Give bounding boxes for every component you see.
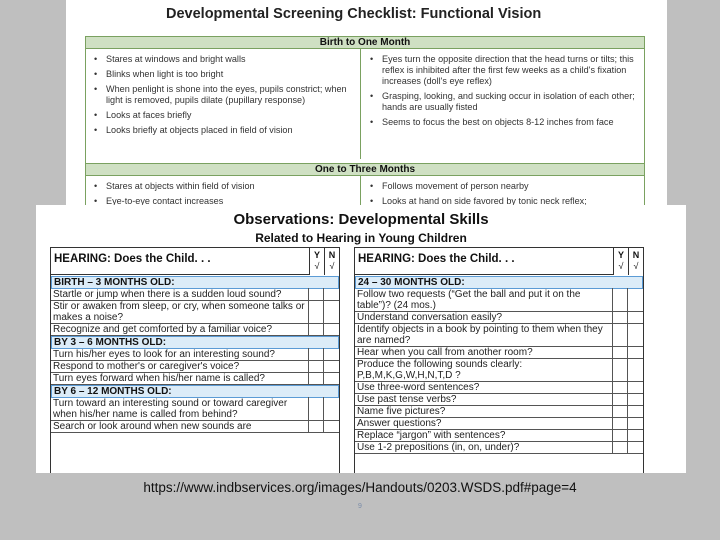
observations-document [36, 205, 686, 473]
yes-checkbox-cell[interactable] [308, 372, 323, 385]
no-checkbox-cell[interactable] [627, 441, 642, 454]
question-row [51, 301, 339, 324]
vision-right-list-2 [364, 181, 639, 205]
hearing-panel-right [354, 247, 644, 473]
question-row [51, 421, 339, 433]
source-url: https://www.indbservices.org/images/Handouts/0203.WSDS.pdf#page=4 [143, 480, 577, 495]
question-text: Stir or awaken from sleep, or cry, when someone talks or makes a noise? [53, 301, 305, 323]
question-row [355, 418, 643, 430]
question-text: Turn toward an interesting sound or toward caregiver when his/her name is called from behind? [53, 398, 288, 420]
list-item: • Looks at faces briefly [88, 110, 363, 121]
page-number: 9 [358, 503, 362, 510]
question-row [355, 324, 643, 347]
check-mark: √ [633, 261, 639, 271]
no-checkbox-cell[interactable] [323, 397, 338, 421]
question-text: Answer questions? [357, 418, 442, 429]
question-text: Turn his/her eyes to look for an interesting sound? [53, 349, 275, 360]
list-item: • Seems to focus the best on objects 8-12 inches from face [364, 117, 639, 128]
question-text: Respond to mother's or caregiver's voice? [53, 361, 240, 372]
yes-label: Y [313, 250, 320, 260]
question-row [355, 430, 643, 442]
question-text: Search or look around when new sounds are [53, 421, 252, 432]
question-text: Replace “jargon” with sentences? [357, 430, 506, 441]
panel-question: HEARING: Does the Child. . . [358, 253, 515, 265]
question-text: Identify objects in a book by pointing to them when they are named? [357, 324, 603, 346]
list-item: • Blinks when light is too bright [88, 69, 363, 80]
vision-checklist-title: Developmental Screening Checklist: Functional Vision [166, 6, 542, 22]
band-one-to-three-months: One to Three Months [85, 163, 645, 176]
question-row [355, 312, 643, 324]
question-text: Use past tense verbs? [357, 394, 457, 405]
list-item: • Looks at hand on side favored by tonic neck reflex; [364, 196, 639, 205]
question-row [355, 394, 643, 406]
observations-title: Observations: Developmental Skills [233, 211, 489, 228]
question-row [355, 359, 643, 382]
question-text: Produce the following sounds clearly: P,B,M,K,G,W,H,N,T,D ? [357, 359, 523, 381]
list-item: • Stares at windows and bright walls [88, 54, 363, 65]
yes-checkbox-cell[interactable] [612, 441, 627, 454]
list-item: • Stares at objects within field of vision [88, 181, 363, 192]
yes-checkbox-cell[interactable] [308, 300, 323, 324]
yes-label: Y [617, 250, 624, 260]
vision-right-list [364, 54, 639, 132]
question-row [355, 347, 643, 359]
question-text: Startle or jump when there is a sudden loud sound? [53, 289, 282, 300]
question-text: Turn eyes forward when his/her name is called? [53, 373, 265, 384]
list-item: • Eyes turn the opposite direction that the head turns or tilts; this reflex is inhibited after the first few weeks as a child's fixation increases (doll's eye reflex) [364, 54, 639, 87]
row-list [355, 276, 643, 454]
question-text: Recognize and get comforted by a familiar voice? [53, 324, 273, 335]
list-item: • Grasping, looking, and sucking occur in isolation of each other; hands are usually fisted [364, 91, 639, 113]
age-group-label: 24 – 30 MONTHS OLD: [358, 277, 465, 288]
no-checkbox-cell[interactable] [323, 420, 338, 433]
age-group-header [51, 276, 339, 289]
question-row [51, 398, 339, 421]
panel-question: HEARING: Does the Child. . . [54, 253, 211, 265]
hearing-panel-left [50, 247, 340, 473]
question-text: Understand conversation easily? [357, 312, 503, 323]
question-text: Follow two requests (“Get the ball and put it on the table”)? (24 mos.) [357, 289, 581, 311]
list-item: • Eye-to-eye contact increases [88, 196, 363, 205]
vision-left-list [88, 54, 363, 140]
panel-header [51, 248, 309, 275]
yes-checkbox-cell[interactable] [612, 358, 627, 382]
vision-left-list-2 [88, 181, 363, 205]
check-mark: √ [618, 261, 624, 271]
age-group-header [51, 385, 339, 398]
list-item: • When penlight is shone into the eyes, pupils constrict; when light is removed, pupils dilate (pupillary response) [88, 84, 363, 106]
no-column-header [324, 248, 339, 275]
no-checkbox-cell[interactable] [323, 300, 338, 324]
yes-checkbox-cell[interactable] [612, 288, 627, 312]
no-label: N [632, 250, 640, 260]
check-mark: √ [314, 261, 320, 271]
yes-checkbox-cell[interactable] [308, 420, 323, 433]
check-mark: √ [329, 261, 335, 271]
no-checkbox-cell[interactable] [627, 358, 642, 382]
question-text: Use three-word sentences? [357, 382, 480, 393]
yes-column-header [613, 248, 628, 275]
question-row [355, 289, 643, 312]
observations-subtitle: Related to Hearing in Young Children [255, 231, 467, 245]
question-row [51, 373, 339, 385]
age-group-label: BIRTH – 3 MONTHS OLD: [54, 277, 175, 288]
question-row [355, 406, 643, 418]
no-checkbox-cell[interactable] [627, 323, 642, 347]
vision-checklist-document [66, 0, 667, 205]
question-row [51, 349, 339, 361]
list-item: • Looks briefly at objects placed in field of vision [88, 125, 363, 136]
age-group-label: BY 6 – 12 MONTHS OLD: [54, 386, 172, 397]
no-checkbox-cell[interactable] [323, 372, 338, 385]
age-group-label: BY 3 – 6 MONTHS OLD: [54, 337, 167, 348]
no-label: N [328, 250, 336, 260]
yes-checkbox-cell[interactable] [308, 323, 323, 336]
question-text: Use 1-2 prepositions (in, on, under)? [357, 442, 520, 453]
question-row [355, 442, 643, 454]
yes-checkbox-cell[interactable] [612, 323, 627, 347]
yes-column-header [309, 248, 324, 275]
question-row [355, 382, 643, 394]
age-group-header [51, 336, 339, 349]
no-checkbox-cell[interactable] [323, 323, 338, 336]
age-group-header [355, 276, 643, 289]
question-row [51, 289, 339, 301]
question-text: Name five pictures? [357, 406, 446, 417]
no-column-header [628, 248, 643, 275]
question-row [51, 361, 339, 373]
no-checkbox-cell[interactable] [627, 288, 642, 312]
row-list [51, 276, 339, 433]
yes-checkbox-cell[interactable] [308, 397, 323, 421]
question-row [51, 324, 339, 336]
panel-header [355, 248, 613, 275]
band-birth-to-one-month: Birth to One Month [85, 36, 645, 49]
list-item: • Follows movement of person nearby [364, 181, 639, 192]
question-text: Hear when you call from another room? [357, 347, 533, 358]
